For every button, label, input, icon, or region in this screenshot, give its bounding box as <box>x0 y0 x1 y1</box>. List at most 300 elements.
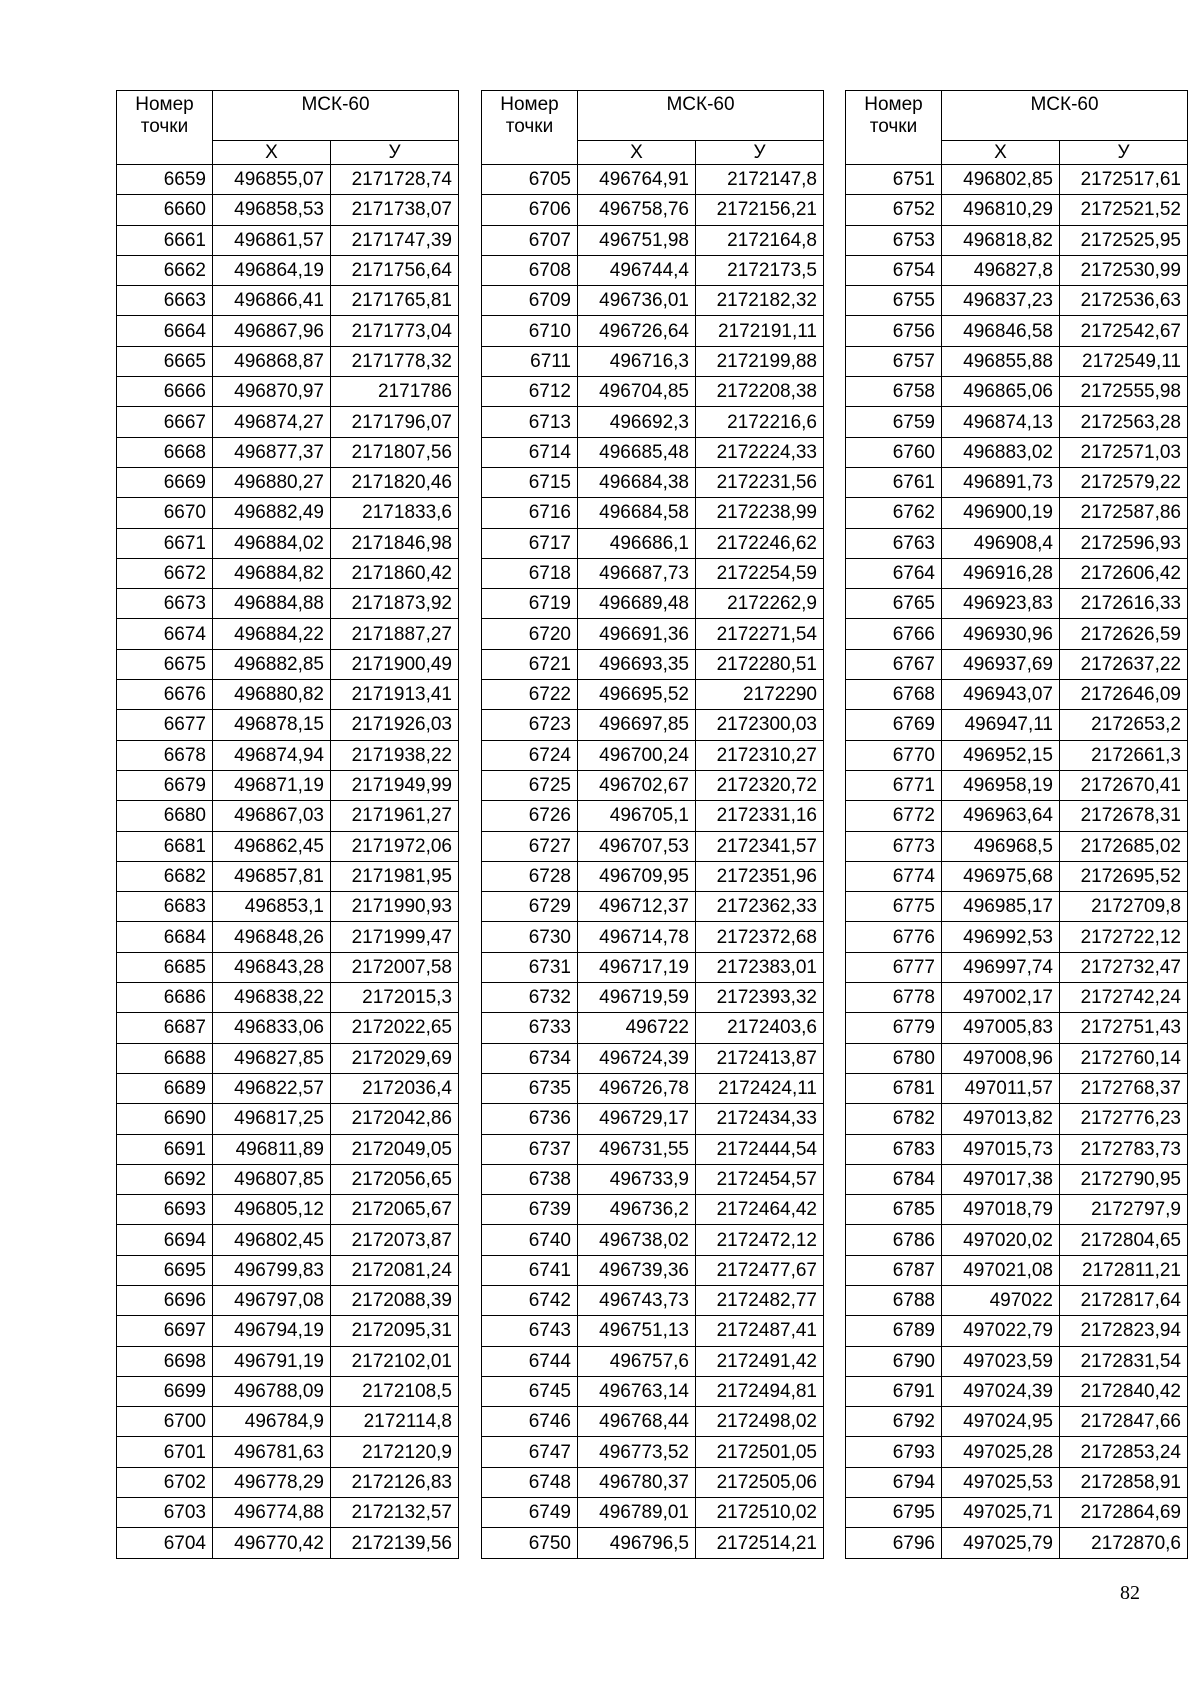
point-number-cell: 6679 <box>117 770 213 800</box>
point-number-cell: 6738 <box>482 1164 578 1194</box>
table-row <box>482 316 824 346</box>
point-number-cell: 6673 <box>117 589 213 619</box>
point-number-cell: 6796 <box>846 1528 942 1558</box>
y-coordinate-cell: 2172403,6 <box>696 1013 824 1043</box>
y-coordinate-cell: 2172776,23 <box>1060 1104 1188 1134</box>
point-number-cell: 6752 <box>846 195 942 225</box>
table-row <box>117 1013 459 1043</box>
point-number-label: Номер точки <box>135 94 194 137</box>
x-coordinate-cell: 496952,15 <box>942 740 1060 770</box>
y-coordinate-cell: 2172482,77 <box>696 1285 824 1315</box>
x-coordinate-cell: 496692,3 <box>578 407 696 437</box>
point-number-cell: 6762 <box>846 498 942 528</box>
y-coordinate-cell: 2172126,83 <box>331 1467 459 1497</box>
page-number: 82 <box>1120 1582 1140 1604</box>
x-coordinate-cell: 497002,17 <box>942 983 1060 1013</box>
point-number-cell: 6717 <box>482 528 578 558</box>
y-coordinate-cell: 2172817,64 <box>1060 1285 1188 1315</box>
point-number-cell: 6705 <box>482 165 578 195</box>
x-coordinate-cell: 496880,27 <box>213 467 331 497</box>
coordinates-table-1 <box>116 90 459 1559</box>
x-coordinate-cell: 496846,58 <box>942 316 1060 346</box>
x-coordinate-cell: 496874,13 <box>942 407 1060 437</box>
x-coordinate-cell: 496867,03 <box>213 801 331 831</box>
x-coordinate-cell: 496884,22 <box>213 619 331 649</box>
point-number-cell: 6793 <box>846 1437 942 1467</box>
point-number-cell: 6777 <box>846 952 942 982</box>
point-number-cell: 6718 <box>482 558 578 588</box>
table-row <box>846 680 1188 710</box>
x-coordinate-cell: 496992,53 <box>942 922 1060 952</box>
x-coordinate-cell: 497022,79 <box>942 1316 1060 1346</box>
x-coordinate-cell: 496857,81 <box>213 861 331 891</box>
point-number-cell: 6782 <box>846 1104 942 1134</box>
x-coordinate-cell: 496853,1 <box>213 892 331 922</box>
table-row <box>117 377 459 407</box>
x-coordinate-cell: 497005,83 <box>942 1013 1060 1043</box>
point-number-cell: 6704 <box>117 1528 213 1558</box>
point-number-cell: 6731 <box>482 952 578 982</box>
x-coordinate-cell: 496963,64 <box>942 801 1060 831</box>
y-coordinate-cell: 2172653,2 <box>1060 710 1188 740</box>
point-number-cell: 6736 <box>482 1104 578 1134</box>
point-number-cell: 6787 <box>846 1255 942 1285</box>
table-row <box>482 1437 824 1467</box>
table-row <box>117 467 459 497</box>
point-number-cell: 6746 <box>482 1407 578 1437</box>
y-coordinate-cell: 2171887,27 <box>331 619 459 649</box>
y-coordinate-cell: 2172320,72 <box>696 770 824 800</box>
x-coordinate-cell: 497022 <box>942 1285 1060 1315</box>
point-number-cell: 6769 <box>846 710 942 740</box>
x-coordinate-cell: 496743,73 <box>578 1285 696 1315</box>
x-coordinate-cell: 496796,5 <box>578 1528 696 1558</box>
table-row <box>117 225 459 255</box>
x-coordinate-cell: 496855,88 <box>942 346 1060 376</box>
point-number-cell: 6773 <box>846 831 942 861</box>
table-row <box>846 255 1188 285</box>
table-row <box>117 1043 459 1073</box>
y-coordinate-cell: 2172864,69 <box>1060 1498 1188 1528</box>
y-coordinate-cell: 2172095,31 <box>331 1316 459 1346</box>
y-coordinate-cell: 2172120,9 <box>331 1437 459 1467</box>
x-coordinate-cell: 496693,35 <box>578 649 696 679</box>
point-number-cell: 6742 <box>482 1285 578 1315</box>
y-coordinate-cell: 2172132,57 <box>331 1498 459 1528</box>
point-number-cell: 6780 <box>846 1043 942 1073</box>
x-coordinate-cell: 496707,53 <box>578 831 696 861</box>
table-row <box>846 589 1188 619</box>
table-row <box>482 1498 824 1528</box>
point-number-cell: 6685 <box>117 952 213 982</box>
x-coordinate-cell: 496916,28 <box>942 558 1060 588</box>
x-coordinate-cell: 496811,89 <box>213 1134 331 1164</box>
point-number-cell: 6713 <box>482 407 578 437</box>
table-row <box>117 407 459 437</box>
point-number-cell: 6667 <box>117 407 213 437</box>
point-number-cell: 6761 <box>846 467 942 497</box>
table-row <box>846 437 1188 467</box>
table-row <box>117 892 459 922</box>
point-number-cell: 6779 <box>846 1013 942 1043</box>
point-number-cell: 6764 <box>846 558 942 588</box>
point-number-cell: 6671 <box>117 528 213 558</box>
y-coordinate-cell: 2172831,54 <box>1060 1346 1188 1376</box>
x-coordinate-cell: 496855,07 <box>213 165 331 195</box>
table-row <box>482 1043 824 1073</box>
y-coordinate-cell: 2172847,66 <box>1060 1407 1188 1437</box>
y-coordinate-cell: 2171949,99 <box>331 770 459 800</box>
x-coordinate-cell: 497008,96 <box>942 1043 1060 1073</box>
point-number-label: Номер точки <box>500 94 559 137</box>
table-row <box>117 1285 459 1315</box>
table-row <box>117 1376 459 1406</box>
x-coordinate-cell: 496797,08 <box>213 1285 331 1315</box>
table-row <box>846 1285 1188 1315</box>
table-row <box>117 952 459 982</box>
y-coordinate-cell: 2171990,93 <box>331 892 459 922</box>
x-coordinate-cell: 496757,6 <box>578 1346 696 1376</box>
y-coordinate-cell: 2172036,4 <box>331 1073 459 1103</box>
table-row <box>846 710 1188 740</box>
table-row <box>117 1407 459 1437</box>
x-coordinate-cell: 496704,85 <box>578 377 696 407</box>
point-number-cell: 6763 <box>846 528 942 558</box>
x-coordinate-cell: 496833,06 <box>213 1013 331 1043</box>
point-number-cell: 6707 <box>482 225 578 255</box>
table-row <box>846 1134 1188 1164</box>
point-number-cell: 6765 <box>846 589 942 619</box>
x-coordinate-cell: 496900,19 <box>942 498 1060 528</box>
point-number-cell: 6668 <box>117 437 213 467</box>
y-coordinate-cell: 2172811,21 <box>1060 1255 1188 1285</box>
point-number-cell: 6725 <box>482 770 578 800</box>
table-row <box>117 1437 459 1467</box>
table-row <box>846 165 1188 195</box>
point-number-cell: 6684 <box>117 922 213 952</box>
point-number-cell: 6712 <box>482 377 578 407</box>
y-coordinate-cell: 2172760,14 <box>1060 1043 1188 1073</box>
table-row <box>482 467 824 497</box>
point-number-cell: 6745 <box>482 1376 578 1406</box>
table-row <box>482 1164 824 1194</box>
coordinate-system-header: МСК-60 <box>213 91 459 141</box>
point-number-cell: 6700 <box>117 1407 213 1437</box>
point-number-cell: 6675 <box>117 649 213 679</box>
point-number-cell: 6702 <box>117 1467 213 1497</box>
point-number-cell: 6791 <box>846 1376 942 1406</box>
point-number-cell: 6662 <box>117 255 213 285</box>
x-coordinate-cell: 496968,5 <box>942 831 1060 861</box>
table-row <box>482 710 824 740</box>
x-coordinate-cell: 496773,52 <box>578 1437 696 1467</box>
table-row <box>846 467 1188 497</box>
y-coordinate-cell: 2172505,06 <box>696 1467 824 1497</box>
y-coordinate-cell: 2171846,98 <box>331 528 459 558</box>
x-coordinate-cell: 496827,8 <box>942 255 1060 285</box>
x-coordinate-cell: 496705,1 <box>578 801 696 831</box>
y-coordinate-cell: 2172164,8 <box>696 225 824 255</box>
x-coordinate-cell: 496975,68 <box>942 861 1060 891</box>
y-coordinate-cell: 2172413,87 <box>696 1043 824 1073</box>
y-coordinate-cell: 2172147,8 <box>696 165 824 195</box>
y-coordinate-cell: 2172542,67 <box>1060 316 1188 346</box>
point-number-cell: 6733 <box>482 1013 578 1043</box>
y-coordinate-cell: 2171786 <box>331 377 459 407</box>
point-number-cell: 6757 <box>846 346 942 376</box>
x-coordinate-cell: 496874,27 <box>213 407 331 437</box>
table-row <box>846 770 1188 800</box>
point-number-cell: 6697 <box>117 1316 213 1346</box>
table-row <box>482 1285 824 1315</box>
y-coordinate-cell: 2171756,64 <box>331 255 459 285</box>
point-number-cell: 6785 <box>846 1195 942 1225</box>
table-row <box>117 558 459 588</box>
y-coordinate-cell: 2172424,11 <box>696 1073 824 1103</box>
x-coordinate-cell: 497015,73 <box>942 1134 1060 1164</box>
point-number-cell: 6688 <box>117 1043 213 1073</box>
table-row <box>846 346 1188 376</box>
y-coordinate-cell: 2172732,47 <box>1060 952 1188 982</box>
x-coordinate-cell: 497023,59 <box>942 1346 1060 1376</box>
x-coordinate-cell: 496738,02 <box>578 1225 696 1255</box>
point-number-cell: 6789 <box>846 1316 942 1346</box>
x-coordinate-cell: 496719,59 <box>578 983 696 1013</box>
x-coordinate-cell: 496684,58 <box>578 498 696 528</box>
point-number-cell: 6715 <box>482 467 578 497</box>
point-number-cell: 6666 <box>117 377 213 407</box>
x-coordinate-cell: 496712,37 <box>578 892 696 922</box>
x-coordinate-cell: 497018,79 <box>942 1195 1060 1225</box>
table-row <box>482 801 824 831</box>
y-coordinate-cell: 2171747,39 <box>331 225 459 255</box>
x-coordinate-cell: 496716,3 <box>578 346 696 376</box>
x-coordinate-cell: 497024,95 <box>942 1407 1060 1437</box>
x-coordinate-cell: 496788,09 <box>213 1376 331 1406</box>
table-row <box>846 1528 1188 1558</box>
y-coordinate-cell: 2171820,46 <box>331 467 459 497</box>
table-row <box>117 619 459 649</box>
x-coordinate-cell: 496685,48 <box>578 437 696 467</box>
point-number-cell: 6695 <box>117 1255 213 1285</box>
table-row <box>846 1104 1188 1134</box>
table-row <box>117 983 459 1013</box>
x-coordinate-cell: 496722 <box>578 1013 696 1043</box>
table-row <box>117 528 459 558</box>
y-coordinate-cell: 2172637,22 <box>1060 649 1188 679</box>
point-number-cell: 6774 <box>846 861 942 891</box>
x-coordinate-cell: 496817,25 <box>213 1104 331 1134</box>
x-coordinate-cell: 496871,19 <box>213 770 331 800</box>
table-row <box>482 225 824 255</box>
table-row <box>846 892 1188 922</box>
x-coordinate-cell: 496691,36 <box>578 619 696 649</box>
point-number-cell: 6710 <box>482 316 578 346</box>
y-coordinate-cell: 2172290 <box>696 680 824 710</box>
x-coordinate-cell: 496697,85 <box>578 710 696 740</box>
x-coordinate-cell: 496780,37 <box>578 1467 696 1497</box>
x-coordinate-cell: 497013,82 <box>942 1104 1060 1134</box>
y-coordinate-cell: 2172858,91 <box>1060 1467 1188 1497</box>
point-number-cell: 6669 <box>117 467 213 497</box>
x-coordinate-cell: 496868,87 <box>213 346 331 376</box>
y-coordinate-cell: 2172088,39 <box>331 1285 459 1315</box>
x-coordinate-cell: 496810,29 <box>942 195 1060 225</box>
point-number-cell: 6790 <box>846 1346 942 1376</box>
point-number-cell: 6767 <box>846 649 942 679</box>
x-coordinate-cell: 496891,73 <box>942 467 1060 497</box>
table-row <box>482 983 824 1013</box>
x-coordinate-cell: 496923,83 <box>942 589 1060 619</box>
x-coordinate-cell: 496822,57 <box>213 1073 331 1103</box>
table-row <box>846 861 1188 891</box>
x-coordinate-cell: 496807,85 <box>213 1164 331 1194</box>
table-row <box>482 407 824 437</box>
point-number-cell: 6728 <box>482 861 578 891</box>
table-row <box>846 498 1188 528</box>
y-coordinate-cell: 2172709,8 <box>1060 892 1188 922</box>
point-number-cell: 6674 <box>117 619 213 649</box>
point-number-cell: 6734 <box>482 1043 578 1073</box>
table-row <box>117 831 459 861</box>
x-coordinate-cell: 496794,19 <box>213 1316 331 1346</box>
table-row <box>117 195 459 225</box>
table-row <box>846 225 1188 255</box>
point-number-cell: 6690 <box>117 1104 213 1134</box>
table-row <box>846 316 1188 346</box>
point-number-cell: 6794 <box>846 1467 942 1497</box>
y-coordinate-cell: 2172616,33 <box>1060 589 1188 619</box>
y-coordinate-cell: 2172238,99 <box>696 498 824 528</box>
point-number-cell: 6699 <box>117 1376 213 1406</box>
coordinates-table-3 <box>845 90 1188 1559</box>
x-coordinate-cell: 496877,37 <box>213 437 331 467</box>
table-row <box>482 1316 824 1346</box>
table-row <box>482 1376 824 1406</box>
table-row <box>482 770 824 800</box>
y-coordinate-cell: 2172742,24 <box>1060 983 1188 1013</box>
x-coordinate-cell: 496729,17 <box>578 1104 696 1134</box>
table-row <box>482 437 824 467</box>
point-number-cell: 6686 <box>117 983 213 1013</box>
point-number-cell: 6677 <box>117 710 213 740</box>
y-coordinate-cell: 2172491,42 <box>696 1346 824 1376</box>
table-row <box>482 346 824 376</box>
x-coordinate-cell: 496878,15 <box>213 710 331 740</box>
point-number-cell: 6721 <box>482 649 578 679</box>
y-coordinate-cell: 2171728,74 <box>331 165 459 195</box>
y-coordinate-cell: 2172790,95 <box>1060 1164 1188 1194</box>
table-row <box>846 1467 1188 1497</box>
point-number-cell: 6759 <box>846 407 942 437</box>
y-coordinate-cell: 2171860,42 <box>331 558 459 588</box>
table-row <box>846 922 1188 952</box>
y-coordinate-cell: 2172596,93 <box>1060 528 1188 558</box>
x-coordinate-cell: 496883,02 <box>942 437 1060 467</box>
y-coordinate-cell: 2172331,16 <box>696 801 824 831</box>
y-coordinate-cell: 2172208,38 <box>696 377 824 407</box>
table-row <box>482 861 824 891</box>
y-coordinate-cell: 2172783,73 <box>1060 1134 1188 1164</box>
table-row <box>846 1043 1188 1073</box>
table-row <box>117 680 459 710</box>
y-coordinate-cell: 2172254,59 <box>696 558 824 588</box>
y-coordinate-cell: 2172173,5 <box>696 255 824 285</box>
y-coordinate-cell: 2172271,54 <box>696 619 824 649</box>
x-coordinate-cell: 496784,9 <box>213 1407 331 1437</box>
x-coordinate-cell: 496861,57 <box>213 225 331 255</box>
point-number-cell: 6741 <box>482 1255 578 1285</box>
y-coordinate-cell: 2172191,11 <box>696 316 824 346</box>
x-coordinate-cell: 496736,2 <box>578 1195 696 1225</box>
y-coordinate-cell: 2172804,65 <box>1060 1225 1188 1255</box>
x-coordinate-cell: 496724,39 <box>578 1043 696 1073</box>
coordinate-system-header: МСК-60 <box>578 91 824 141</box>
point-number-header <box>117 91 213 165</box>
y-coordinate-cell: 2172477,67 <box>696 1255 824 1285</box>
x-coordinate-cell: 496726,64 <box>578 316 696 346</box>
table-row <box>482 255 824 285</box>
table-row <box>117 861 459 891</box>
y-coordinate-cell: 2172472,12 <box>696 1225 824 1255</box>
y-coordinate-cell: 2172351,96 <box>696 861 824 891</box>
table-row <box>482 377 824 407</box>
y-coordinate-cell: 2171833,6 <box>331 498 459 528</box>
table-row <box>482 831 824 861</box>
point-number-cell: 6727 <box>482 831 578 861</box>
point-number-cell: 6784 <box>846 1164 942 1194</box>
point-number-cell: 6749 <box>482 1498 578 1528</box>
y-coordinate-cell: 2171981,95 <box>331 861 459 891</box>
point-number-cell: 6756 <box>846 316 942 346</box>
table-row <box>117 437 459 467</box>
x-coordinate-cell: 496997,74 <box>942 952 1060 982</box>
table-row <box>482 498 824 528</box>
y-coordinate-cell: 2171900,49 <box>331 649 459 679</box>
x-coordinate-cell: 496709,95 <box>578 861 696 891</box>
y-coordinate-cell: 2172549,11 <box>1060 346 1188 376</box>
y-coordinate-cell: 2172029,69 <box>331 1043 459 1073</box>
x-coordinate-cell: 496827,85 <box>213 1043 331 1073</box>
table-row <box>117 1467 459 1497</box>
table-row <box>117 1255 459 1285</box>
x-coordinate-cell: 497011,57 <box>942 1073 1060 1103</box>
y-coordinate-cell: 2172823,94 <box>1060 1316 1188 1346</box>
table-row <box>846 649 1188 679</box>
point-number-cell: 6719 <box>482 589 578 619</box>
table-row <box>482 1134 824 1164</box>
x-coordinate-cell: 496837,23 <box>942 286 1060 316</box>
x-coordinate-cell: 497025,53 <box>942 1467 1060 1497</box>
point-number-cell: 6776 <box>846 922 942 952</box>
y-coordinate-cell: 2172571,03 <box>1060 437 1188 467</box>
table-row <box>117 710 459 740</box>
table-row <box>117 770 459 800</box>
point-number-header <box>482 91 578 165</box>
y-coordinate-cell: 2172521,52 <box>1060 195 1188 225</box>
table-row <box>846 377 1188 407</box>
x-coordinate-cell: 496884,02 <box>213 528 331 558</box>
x-coordinate-cell: 496884,82 <box>213 558 331 588</box>
table-row <box>117 346 459 376</box>
point-number-cell: 6664 <box>117 316 213 346</box>
y-coordinate-cell: 2171738,07 <box>331 195 459 225</box>
y-coordinate-cell: 2172722,12 <box>1060 922 1188 952</box>
point-number-cell: 6792 <box>846 1407 942 1437</box>
table-row <box>482 528 824 558</box>
x-coordinate-cell: 496689,48 <box>578 589 696 619</box>
point-number-cell: 6753 <box>846 225 942 255</box>
